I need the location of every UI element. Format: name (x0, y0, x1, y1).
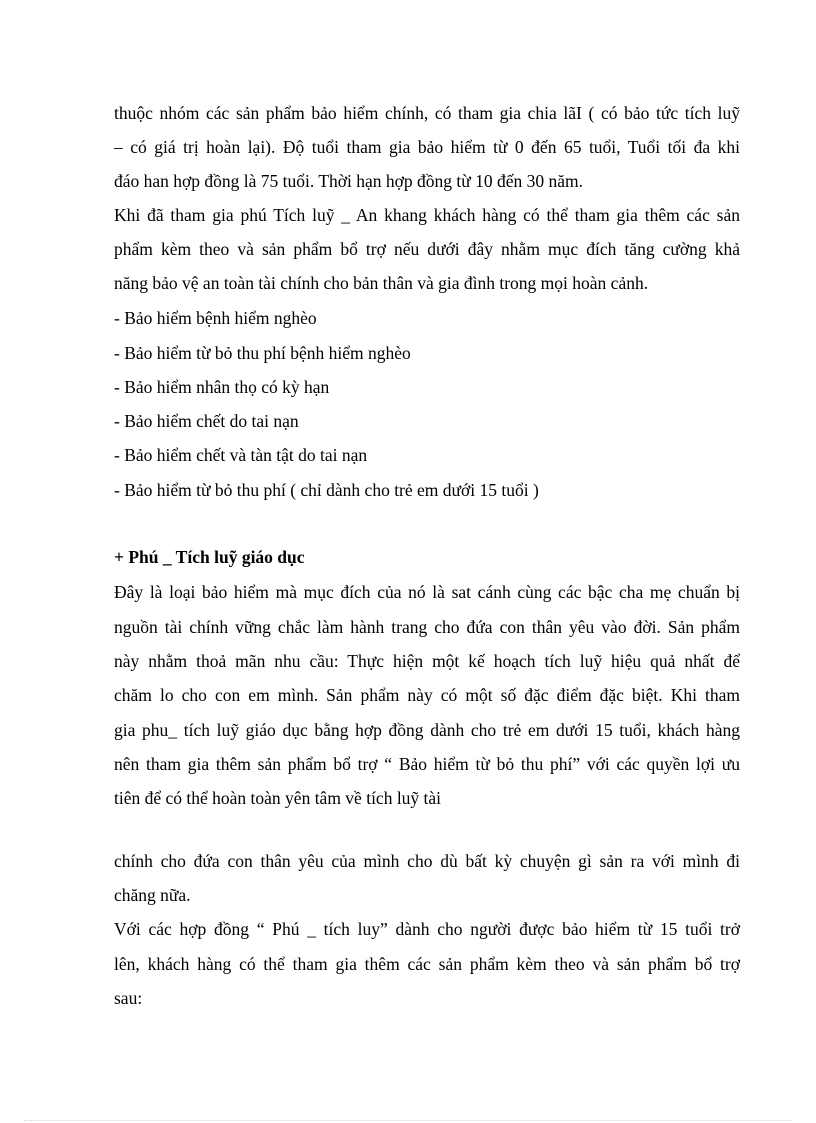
list-item: - Bảo hiểm nhân thọ có kỳ hạn (114, 377, 330, 397)
paragraph-line: Khi đã tham gia phú Tích luỹ _ An khang khách hàng có thể tham gia thêm các sản (114, 205, 740, 225)
paragraph-line: nguồn tài chính vững chắc làm hành trang cho đứa con thân yêu vào đời. Sản phẩm (114, 617, 740, 637)
paragraph-line: năng bảo vệ an toàn tài chính cho bản thân và gia đình trong mọi hoàn cảnh. (114, 273, 649, 293)
paragraph-line: sau: (114, 988, 143, 1008)
paragraph-line: tiên để có thể hoàn toàn yên tâm về tích luỹ tài (114, 788, 442, 808)
paragraph-line: chính cho đứa con thân yêu của mình cho dù bất kỳ chuyện gì sản ra với mình đi (114, 851, 740, 871)
list-item: - Bảo hiểm từ bỏ thu phí bệnh hiểm nghèo (114, 343, 411, 363)
section-heading: + Phú _ Tích luỹ giáo dục (114, 547, 305, 567)
paragraph-line: – có giá trị hoàn lại). Độ tuổi tham gia bảo hiểm từ 0 đến 65 tuổi, Tuổi tối đa khi (114, 137, 740, 157)
paragraph-line: chăm lo cho con em mình. Sản phẩm này có một số đặc điểm đặc biệt. Khi tham (114, 685, 740, 705)
paragraph-line: này nhằm thoả mãn nhu cầu: Thực hiện một kế hoạch tích luỹ hiệu quả nhất để (114, 651, 740, 671)
paragraph-line: Đây là loại bảo hiểm mà mục đích của nó là sat cánh cùng các bậc cha mẹ chuẩn bị (114, 582, 740, 602)
page-bottom-divider (24, 1120, 792, 1121)
paragraph-line: nên tham gia thêm sản phẩm bổ trợ “ Bảo hiểm từ bỏ thu phí” với các quyền lợi ưu (114, 754, 740, 774)
paragraph-line: đáo han hợp đồng là 75 tuổi. Thời hạn hợp đồng từ 10 đến 30 năm. (114, 171, 584, 191)
list-item: - Bảo hiểm bệnh hiểm nghèo (114, 308, 317, 328)
paragraph-line: lên, khách hàng có thể tham gia thêm các sản phẩm kèm theo và sản phẩm bổ trợ (114, 954, 740, 974)
list-item: - Bảo hiểm từ bỏ thu phí ( chỉ dành cho trẻ em dưới 15 tuổi ) (114, 480, 539, 500)
paragraph-line: Với các hợp đồng “ Phú _ tích luy” dành cho người được bảo hiểm từ 15 tuổi trở (114, 919, 740, 939)
paragraph-line: thuộc nhóm các sản phẩm bảo hiểm chính, có tham gia chia lãI ( có bảo tức tích luỹ (114, 103, 740, 123)
paragraph-line: phẩm kèm theo và sản phẩm bổ trợ nếu dưới đây nhằm mục đích tăng cường khả (114, 239, 740, 259)
paragraph-line: gia phu_ tích luỹ giáo dục bằng hợp đồng dành cho trẻ em dưới 15 tuổi, khách hàng (114, 720, 740, 740)
list-item: - Bảo hiểm chết do tai nạn (114, 411, 299, 431)
paragraph-line: chăng nữa. (114, 885, 191, 905)
list-item: - Bảo hiểm chết và tàn tật do tai nạn (114, 445, 368, 465)
